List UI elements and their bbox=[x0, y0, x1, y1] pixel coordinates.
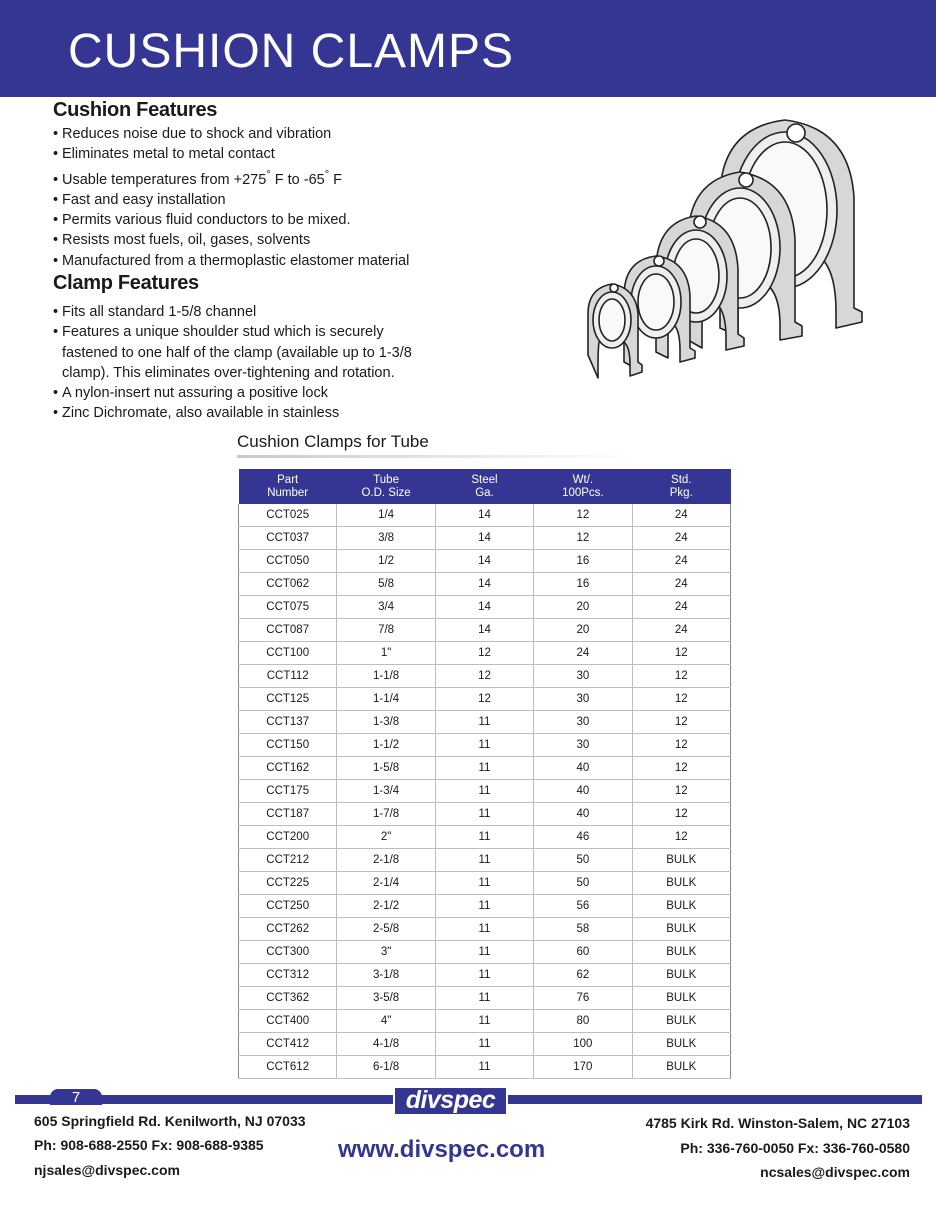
column-header: Std. Pkg. bbox=[632, 469, 730, 504]
table-cell: 30 bbox=[534, 711, 632, 734]
divspec-logo: divspec bbox=[393, 1086, 508, 1116]
table-cell: CCT175 bbox=[239, 780, 337, 803]
table-cell: 5/8 bbox=[337, 573, 435, 596]
table-row bbox=[239, 642, 731, 665]
table-cell: CCT137 bbox=[239, 711, 337, 734]
list-item: • Permits various fluid conductors to be mixed. bbox=[53, 212, 351, 229]
table-row bbox=[239, 734, 731, 757]
table-cell: CCT025 bbox=[239, 504, 337, 527]
page-title: CUSHION CLAMPS bbox=[68, 25, 515, 78]
table-cell: 1-1/8 bbox=[337, 665, 435, 688]
table-cell: 4" bbox=[337, 1010, 435, 1033]
table-cell: 24 bbox=[632, 527, 730, 550]
table-cell: 40 bbox=[534, 757, 632, 780]
table-cell: 11 bbox=[435, 1010, 533, 1033]
table-row bbox=[239, 849, 731, 872]
table-row bbox=[239, 573, 731, 596]
table-cell: 24 bbox=[632, 550, 730, 573]
table-cell: 11 bbox=[435, 803, 533, 826]
table-cell: 50 bbox=[534, 849, 632, 872]
table-cell: 1/4 bbox=[337, 504, 435, 527]
table-cell: 76 bbox=[534, 987, 632, 1010]
clamp-features-heading: Clamp Features bbox=[53, 272, 199, 294]
table-cell: BULK bbox=[632, 941, 730, 964]
table-cell: CCT212 bbox=[239, 849, 337, 872]
table-cell: 1-5/8 bbox=[337, 757, 435, 780]
table-row bbox=[239, 987, 731, 1010]
table-row bbox=[239, 550, 731, 573]
table-row bbox=[239, 619, 731, 642]
table-cell: 2-5/8 bbox=[337, 918, 435, 941]
table-cell: CCT362 bbox=[239, 987, 337, 1010]
table-row bbox=[239, 1056, 731, 1079]
table-cell: 12 bbox=[632, 780, 730, 803]
list-item: • Usable temperatures from +275° F to -65° F bbox=[53, 168, 343, 188]
table-row bbox=[239, 780, 731, 803]
table-cell: 30 bbox=[534, 665, 632, 688]
table-cell: CCT250 bbox=[239, 895, 337, 918]
table-cell: 2-1/4 bbox=[337, 872, 435, 895]
table-cell: 2-1/8 bbox=[337, 849, 435, 872]
table-cell: 14 bbox=[435, 573, 533, 596]
table-cell: 14 bbox=[435, 550, 533, 573]
cushion-features-heading: Cushion Features bbox=[53, 99, 218, 121]
table-cell: 11 bbox=[435, 895, 533, 918]
table-cell: 12 bbox=[632, 803, 730, 826]
table-cell: CCT225 bbox=[239, 872, 337, 895]
table-cell: CCT075 bbox=[239, 596, 337, 619]
list-item: • Eliminates metal to metal contact bbox=[53, 146, 275, 163]
table-cell: 80 bbox=[534, 1010, 632, 1033]
table-cell: 1-1/2 bbox=[337, 734, 435, 757]
column-header: Tube O.D. Size bbox=[337, 469, 435, 504]
column-header: Part Number bbox=[239, 469, 337, 504]
table-cell: 6-1/8 bbox=[337, 1056, 435, 1079]
table-cell: 46 bbox=[534, 826, 632, 849]
table-cell: CCT050 bbox=[239, 550, 337, 573]
table-row bbox=[239, 895, 731, 918]
right-address: 4785 Kirk Rd. Winston-Salem, NC 27103 bbox=[645, 1115, 910, 1131]
cushion-features-list bbox=[53, 124, 409, 271]
table-cell: 2" bbox=[337, 826, 435, 849]
table-cell: BULK bbox=[632, 1010, 730, 1033]
list-item: • Fast and easy installation bbox=[53, 191, 226, 208]
table-cell: 11 bbox=[435, 918, 533, 941]
website-link[interactable]: www.divspec.com bbox=[338, 1136, 546, 1163]
table-cell: 14 bbox=[435, 596, 533, 619]
table-cell: BULK bbox=[632, 918, 730, 941]
table-cell: 12 bbox=[534, 527, 632, 550]
table-cell: 24 bbox=[534, 642, 632, 665]
table-cell: 11 bbox=[435, 849, 533, 872]
table-cell: 12 bbox=[632, 734, 730, 757]
table-cell: CCT062 bbox=[239, 573, 337, 596]
list-item: • A nylon-insert nut assuring a positive lock bbox=[53, 385, 328, 402]
table-cell: 12 bbox=[632, 688, 730, 711]
table-cell: BULK bbox=[632, 849, 730, 872]
table-cell: CCT037 bbox=[239, 527, 337, 550]
spec-table bbox=[238, 469, 731, 1079]
table-cell: 14 bbox=[435, 504, 533, 527]
table-cell: CCT112 bbox=[239, 665, 337, 688]
table-row bbox=[239, 826, 731, 849]
table-cell: BULK bbox=[632, 1033, 730, 1056]
table-cell: 24 bbox=[632, 573, 730, 596]
table-cell: 60 bbox=[534, 941, 632, 964]
table-cell: 3-1/8 bbox=[337, 964, 435, 987]
table-cell: 12 bbox=[632, 757, 730, 780]
list-item: • Zinc Dichromate, also available in stainless bbox=[53, 405, 340, 422]
table-cell: BULK bbox=[632, 895, 730, 918]
table-cell: 11 bbox=[435, 780, 533, 803]
table-cell: CCT162 bbox=[239, 757, 337, 780]
table-cell: 11 bbox=[435, 872, 533, 895]
table-cell: 24 bbox=[632, 596, 730, 619]
right-email[interactable]: ncsales@divspec.com bbox=[760, 1164, 910, 1180]
table-cell: 1" bbox=[337, 642, 435, 665]
table-cell: 24 bbox=[632, 619, 730, 642]
table-row bbox=[239, 665, 731, 688]
table-cell: 16 bbox=[534, 573, 632, 596]
table-cell: 56 bbox=[534, 895, 632, 918]
table-cell: 11 bbox=[435, 1056, 533, 1079]
table-row bbox=[239, 1033, 731, 1056]
table-header-row bbox=[239, 469, 731, 504]
left-phone: Ph: 908-688-2550 Fx: 908-688-9385 bbox=[34, 1137, 264, 1153]
table-cell: 16 bbox=[534, 550, 632, 573]
table-cell: 40 bbox=[534, 803, 632, 826]
table-cell: 20 bbox=[534, 619, 632, 642]
table-cell: CCT412 bbox=[239, 1033, 337, 1056]
table-cell: 11 bbox=[435, 964, 533, 987]
right-phone: Ph: 336-760-0050 Fx: 336-760-0580 bbox=[680, 1140, 910, 1156]
table-cell: 1/2 bbox=[337, 550, 435, 573]
table-cell: 100 bbox=[534, 1033, 632, 1056]
table-cell: 12 bbox=[534, 504, 632, 527]
table-cell: 24 bbox=[632, 504, 730, 527]
table-cell: BULK bbox=[632, 1056, 730, 1079]
table-cell: 3-5/8 bbox=[337, 987, 435, 1010]
table-cell: CCT200 bbox=[239, 826, 337, 849]
list-item: • Features a unique shoulder stud which is securely fastened to one half of the clamp (available up to 1-3/8 clamp). This eliminates over-tightening and rotation. bbox=[53, 324, 412, 381]
table-cell: BULK bbox=[632, 987, 730, 1010]
list-item: • Resists most fuels, oil, gases, solvents bbox=[53, 232, 311, 249]
table-cell: CCT262 bbox=[239, 918, 337, 941]
table-cell: 11 bbox=[435, 734, 533, 757]
table-row bbox=[239, 711, 731, 734]
table-row bbox=[239, 596, 731, 619]
clamp-features-list bbox=[53, 302, 412, 424]
column-header: Wt/. 100Pcs. bbox=[534, 469, 632, 504]
table-title: Cushion Clamps for Tube bbox=[237, 432, 429, 451]
table-cell: 12 bbox=[435, 642, 533, 665]
table-cell: 170 bbox=[534, 1056, 632, 1079]
table-cell: 12 bbox=[632, 665, 730, 688]
table-cell: CCT100 bbox=[239, 642, 337, 665]
cushion-clamp-illustration-icon bbox=[580, 100, 870, 390]
table-cell: 3/8 bbox=[337, 527, 435, 550]
table-row bbox=[239, 918, 731, 941]
left-address: 605 Springfield Rd. Kenilworth, NJ 07033 bbox=[34, 1113, 306, 1129]
table-cell: 1-1/4 bbox=[337, 688, 435, 711]
table-cell: 3" bbox=[337, 941, 435, 964]
table-cell: 12 bbox=[632, 642, 730, 665]
table-cell: 12 bbox=[435, 665, 533, 688]
table-cell: 40 bbox=[534, 780, 632, 803]
table-cell: 58 bbox=[534, 918, 632, 941]
table-cell: 30 bbox=[534, 688, 632, 711]
table-cell: BULK bbox=[632, 872, 730, 895]
table-cell: 11 bbox=[435, 941, 533, 964]
table-cell: CCT087 bbox=[239, 619, 337, 642]
table-cell: 3/4 bbox=[337, 596, 435, 619]
table-cell: 11 bbox=[435, 1033, 533, 1056]
table-cell: CCT400 bbox=[239, 1010, 337, 1033]
table-cell: 14 bbox=[435, 619, 533, 642]
table-row bbox=[239, 1010, 731, 1033]
table-cell: 12 bbox=[632, 826, 730, 849]
left-email[interactable]: njsales@divspec.com bbox=[34, 1162, 180, 1178]
table-cell: CCT187 bbox=[239, 803, 337, 826]
table-cell: 4-1/8 bbox=[337, 1033, 435, 1056]
table-row bbox=[239, 964, 731, 987]
table-cell: 1-3/4 bbox=[337, 780, 435, 803]
table-cell: 11 bbox=[435, 987, 533, 1010]
table-cell: 11 bbox=[435, 826, 533, 849]
table-cell: 12 bbox=[632, 711, 730, 734]
column-header: Steel Ga. bbox=[435, 469, 533, 504]
table-cell: 14 bbox=[435, 527, 533, 550]
table-cell: 50 bbox=[534, 872, 632, 895]
table-cell: CCT125 bbox=[239, 688, 337, 711]
table-row bbox=[239, 757, 731, 780]
table-cell: CCT612 bbox=[239, 1056, 337, 1079]
table-cell: 2-1/2 bbox=[337, 895, 435, 918]
table-title-rule bbox=[237, 455, 637, 458]
list-item: • Manufactured from a thermoplastic elastomer material bbox=[53, 252, 410, 269]
table-row bbox=[239, 872, 731, 895]
table-cell: 20 bbox=[534, 596, 632, 619]
table-cell: CCT312 bbox=[239, 964, 337, 987]
table-cell: 1-7/8 bbox=[337, 803, 435, 826]
table-cell: CCT300 bbox=[239, 941, 337, 964]
table-cell: 11 bbox=[435, 757, 533, 780]
table-row bbox=[239, 803, 731, 826]
table-row bbox=[239, 941, 731, 964]
table-cell: 7/8 bbox=[337, 619, 435, 642]
table-cell: CCT150 bbox=[239, 734, 337, 757]
table-cell: 62 bbox=[534, 964, 632, 987]
list-item: • Fits all standard 1-5/8 channel bbox=[53, 304, 257, 320]
table-cell: 12 bbox=[435, 688, 533, 711]
page-number: 7 bbox=[50, 1089, 102, 1105]
table-cell: BULK bbox=[632, 964, 730, 987]
table-cell: 1-3/8 bbox=[337, 711, 435, 734]
table-row bbox=[239, 688, 731, 711]
table-cell: 30 bbox=[534, 734, 632, 757]
table-cell: 11 bbox=[435, 711, 533, 734]
list-item: • Reduces noise due to shock and vibration bbox=[53, 126, 332, 142]
table-row bbox=[239, 504, 731, 527]
table-row bbox=[239, 527, 731, 550]
